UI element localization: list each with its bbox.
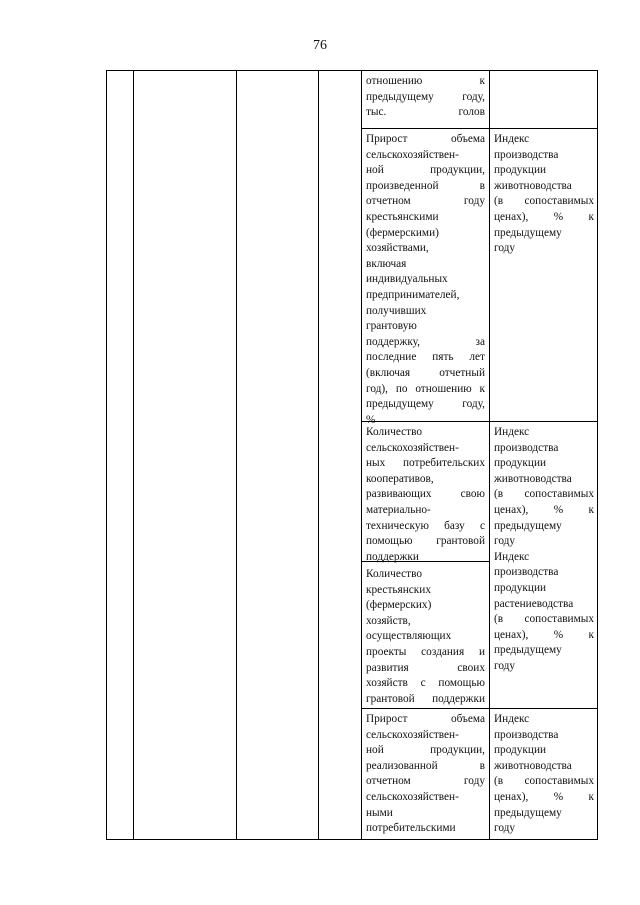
cell-text-line: сельскохозяйствен- (366, 728, 459, 741)
cell-text-line: (в сопоставимых (494, 613, 594, 626)
cell-text-line: (включая отчетный (366, 366, 485, 379)
cell-text-line: отчетном году (366, 195, 485, 208)
cell-text-line: сельскохозяйствен- (366, 441, 459, 454)
cell-text-line: грантовую (366, 320, 417, 333)
cell-text-line: получивших (366, 304, 427, 317)
cell-text-line: хозяйств, (366, 614, 411, 627)
cell-text-line: отношению к (366, 75, 485, 87)
target-cell-5 (494, 712, 594, 837)
cell-text-line: отчетном году (366, 775, 485, 788)
indicator-cell-2 (366, 132, 485, 428)
cell-text-line: Количество (366, 426, 422, 438)
cell-text-line: осуществляющих (366, 630, 452, 643)
cell-text-line: предыдущему (494, 519, 562, 532)
column-divider-3 (318, 70, 319, 840)
column-divider-1 (133, 70, 134, 840)
cell-text-line: потребительскими (366, 822, 456, 835)
cell-text-line: проекты создания и (366, 645, 485, 658)
cell-text-line: производства (494, 566, 559, 579)
cell-text-line: продукции (494, 581, 547, 594)
column-divider-4 (361, 70, 362, 840)
cell-text-line: предыдущему году, (366, 90, 485, 103)
cell-text-line: (фермерскими) (366, 226, 439, 239)
indicators-table (106, 70, 598, 840)
cell-text-line: Индекс (494, 133, 530, 145)
cell-text-line: хозяйствами, (366, 242, 429, 255)
cell-text-line: индивидуальных (366, 273, 448, 286)
cell-text-line: продукции (494, 164, 547, 177)
cell-text-line: животноводства (494, 472, 572, 485)
cell-text-line: Прирост объема (366, 133, 485, 145)
cell-text-line: грантовой поддержки (366, 692, 485, 705)
cell-text-line: кооперативов, (366, 472, 434, 485)
page-number: 76 (313, 38, 327, 53)
indicator-cell-5 (366, 712, 485, 837)
cell-text-line: предпринимателей, (366, 288, 460, 301)
cell-text-line: реализованной в (366, 759, 485, 772)
cell-text-line: ценах), % к (494, 210, 594, 223)
cell-text-line: (в сопоставимых (494, 195, 594, 208)
cell-text-line: ной продукции, (366, 164, 485, 177)
cell-text-line: % (366, 413, 376, 426)
cell-text-line: производства (494, 148, 559, 161)
cell-text-line: крестьянских (366, 583, 431, 596)
cell-text-line: поддержку, за (366, 335, 485, 348)
cell-text-line: году (494, 535, 516, 548)
cell-text-line: ными (366, 806, 393, 819)
cell-text-line: предыдущему году, (366, 398, 485, 411)
cell-text-line: крестьянскими (366, 210, 439, 223)
target-cell-2 (494, 132, 594, 257)
cell-text-line: продукции (494, 744, 547, 757)
cell-text-line: развития своих (366, 661, 485, 674)
cell-text-line: тыс. голов (366, 106, 485, 119)
cell-text-line: ценах), % к (494, 503, 594, 516)
cell-text-line: включая (366, 257, 407, 270)
column-divider-2 (236, 70, 237, 840)
table-border-right (597, 70, 598, 840)
row-divider-1 (361, 128, 598, 129)
table-border-bottom (106, 839, 598, 840)
cell-text-line: году (494, 242, 516, 255)
cell-text-line: последние пять лет (366, 351, 485, 364)
cell-text-line: (фермерских) (366, 599, 432, 612)
cell-text-line: (в сопоставимых (494, 775, 594, 788)
cell-text-line: предыдущему (494, 226, 562, 239)
cell-text-line: ных потребительских (366, 457, 485, 470)
cell-text-line: сельскохозяйствен- (366, 148, 459, 161)
table-border-top (106, 70, 598, 71)
cell-text-line: предыдущему (494, 806, 562, 819)
cell-text-line: произведенной в (366, 179, 485, 192)
table-border-left (106, 70, 107, 840)
cell-text-line: растениеводства (494, 597, 574, 610)
cell-text-line: техническую базу с (366, 519, 485, 532)
cell-text-line: животноводства (494, 179, 572, 192)
cell-text-line: хозяйств с помощью (366, 677, 485, 690)
cell-text-line: предыдущему (494, 644, 562, 657)
indicator-cell-4 (366, 567, 485, 707)
target-cell-3 (494, 425, 594, 675)
column-divider-5 (489, 70, 490, 840)
cell-text-line: производства (494, 728, 559, 741)
cell-text-line: материально- (366, 503, 431, 516)
cell-text-line: Индекс (494, 713, 530, 725)
cell-text-line: Количество (366, 568, 422, 580)
cell-text-line: ценах), % к (494, 628, 594, 641)
cell-text-line: год), по отношению к (366, 382, 485, 395)
cell-text-line: продукции (494, 457, 547, 470)
indicator-cell-1 (366, 74, 485, 121)
cell-text-line: животноводства (494, 759, 572, 772)
cell-text-line: (в сопоставимых (494, 488, 594, 501)
cell-text-line: поддержки (366, 550, 419, 563)
cell-text-line: Индекс (494, 550, 530, 563)
cell-text-line: Индекс (494, 426, 530, 438)
cell-text-line: году (494, 822, 516, 835)
cell-text-line: сельскохозяйствен- (366, 790, 459, 803)
cell-text-line: Прирост объема (366, 713, 485, 725)
cell-text-line: производства (494, 441, 559, 454)
indicator-cell-3 (366, 425, 485, 565)
cell-text-line: году (494, 659, 516, 672)
row-divider-4 (361, 708, 598, 709)
cell-text-line: ной продукции, (366, 744, 485, 757)
cell-text-line: ценах), % к (494, 790, 594, 803)
cell-text-line: развивающих свою (366, 488, 485, 501)
cell-text-line: помощью грантовой (366, 535, 485, 548)
